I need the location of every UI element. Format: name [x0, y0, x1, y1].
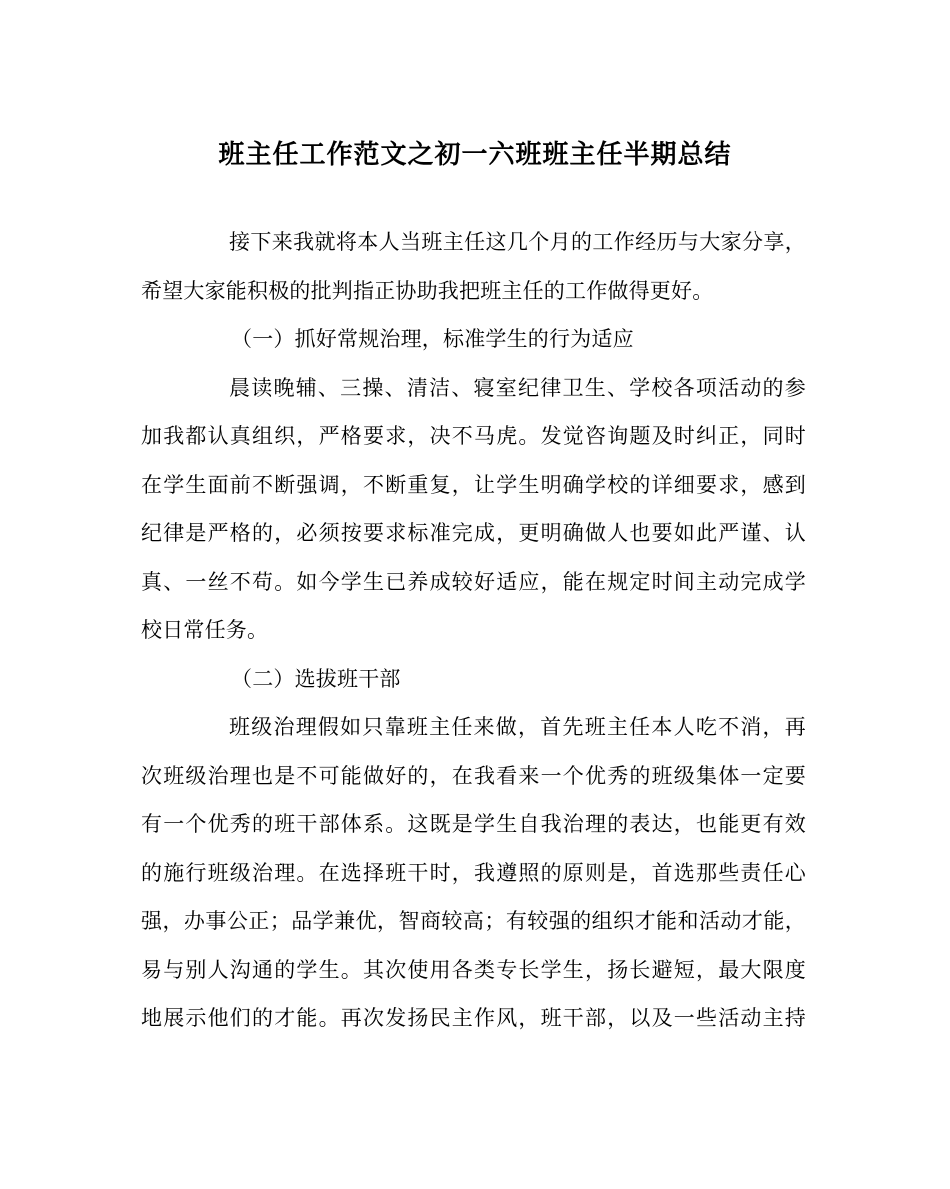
paragraph-line: 强，办事公正；品学兼优，智商较高；有较强的组织才能和活动才能，: [141, 909, 806, 933]
paragraph-line: 晨读晚辅、三操、清洁、寝室纪律卫生、学校各项活动的参: [229, 375, 806, 400]
paragraph-line: 在学生面前不断强调，不断重复，让学生明确学校的详细要求，感到: [141, 472, 806, 497]
section-heading: （二）选拔班干部: [231, 666, 401, 691]
paragraph-line: 地展示他们的才能。再次发扬民主作风，班干部，以及一些活动主持: [141, 1006, 806, 1030]
paragraph-line: 接下来我就将本人当班主任这几个月的工作经历与大家分享，: [229, 230, 806, 254]
paragraph-line: 易与别人沟通的学生。其次使用各类专长学生，扬长避短，最大限度: [141, 957, 806, 982]
section-heading: （一）抓好常规治理，标准学生的行为适应: [231, 327, 634, 351]
document-title: 班主任工作范文之初一六班班主任半期总结: [218, 140, 732, 170]
paragraph-line: 次班级治理也是不可能做好的，在我看来一个优秀的班级集体一定要: [141, 763, 806, 788]
paragraph-line: 的施行班级治理。在选择班干时，我遵照的原则是，首选那些责任心: [141, 860, 806, 885]
paragraph-line: 有一个优秀的班干部体系。这既是学生自我治理的表达，也能更有效: [141, 812, 806, 836]
paragraph-line: 加我都认真组织，严格要求，决不马虎。发觉咨询题及时纠正，同时: [141, 424, 806, 448]
paragraph-line: 班级治理假如只靠班主任来做，首先班主任本人吃不消，再: [229, 715, 806, 739]
paragraph-line: 校日常任务。: [141, 618, 269, 642]
paragraph-line: 真、一丝不苟。如今学生已养成较好适应，能在规定时间主动完成学: [141, 569, 806, 594]
paragraph-line: 纪律是严格的，必须按要求标准完成，更明确做人也要如此严谨、认: [141, 521, 806, 545]
document-body: [141, 218, 806, 1043]
paragraph-line: 希望大家能积极的批判指正协助我把班主任的工作做得更好。: [141, 278, 714, 303]
